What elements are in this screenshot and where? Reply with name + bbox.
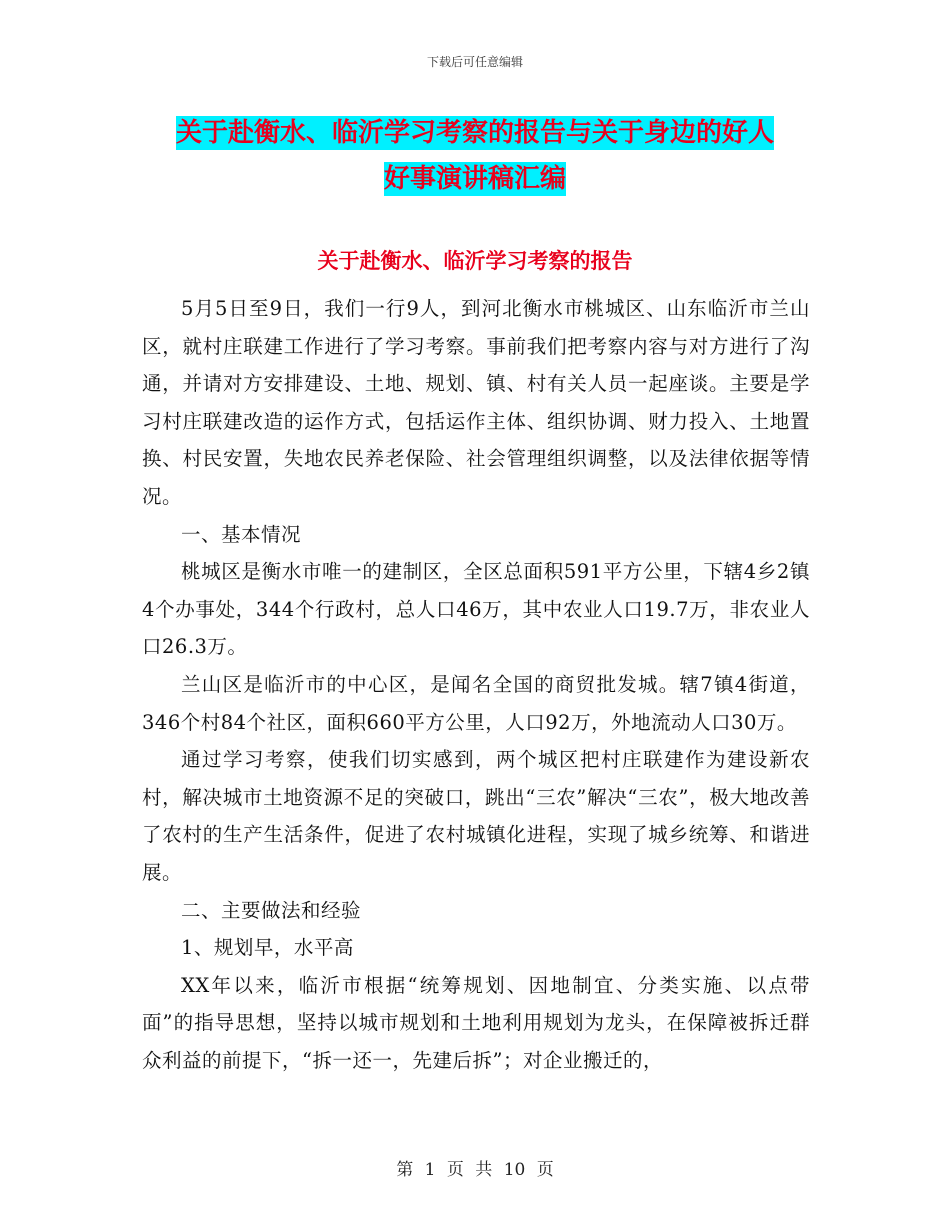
paragraph-intro: 5月5日至9日，我们一行9人，到河北衡水市桃城区、山东临沂市兰山区，就村庄联建工作进行了学习考察。事前我们把考察内容与对方进行了沟通，并请对方安排建设、土地、规划、镇、村有关人员一起座谈。主要是学习村庄联建改造的运作方式，包括运作主体、组织协调、财力投入、土地置换、村民安置，失地农民养老保险、社会管理组织调整，以及法律依据等情况。: [142, 297, 810, 508]
document-title: [0, 110, 950, 202]
heading-main-practices: 二、主要做法和经验: [181, 898, 362, 922]
document-title-line-1: 关于赴衡水、临沂学习考察的报告与关于身边的好人: [175, 118, 774, 148]
body-text: [142, 290, 810, 1079]
paragraph-planning: XX年以来，临沂市根据“统筹规划、因地制宜、分类实施、以点带面”的指导思想，坚持以城市规划和土地利用规划为龙头，在保障被拆迁群众利益的前提下，“拆一还一，先建后拆”；对企业搬迁的，: [142, 973, 810, 1072]
document-title-line-2: 好事演讲稿汇编: [383, 164, 566, 194]
page-footer: 第 1 页 共 10 页: [396, 1160, 554, 1180]
paragraph-lanshan: 兰山区是临沂市的中心区，是闻名全国的商贸批发城。辖7镇4街道，346个村84个社区，面积660平方公里，人口92万，外地流动人口30万。: [142, 672, 810, 734]
heading-basic-situation: 一、基本情况: [181, 522, 302, 546]
section-title: 关于赴衡水、临沂学习考察的报告: [317, 249, 633, 273]
paragraph-taocheng: 桃城区是衡水市唯一的建制区，全区总面积591平方公里，下辖4乡2镇4个办事处，344个行政村，总人口46万，其中农业人口19.7万，非农业人口26.3万。: [142, 560, 810, 659]
paragraph-findings: 通过学习考察，使我们切实感到，两个城区把村庄联建作为建设新农村，解决城市土地资源不足的突破口，跳出“三农”解决“三农”，极大地改善了农村的生产生活条件，促进了农村城镇化进程，实现了城乡统筹、和谐进展。: [142, 748, 810, 884]
subheading-planning: 1、规划早，水平高: [181, 936, 354, 960]
header-note: 下载后可任意编辑: [426, 55, 523, 69]
